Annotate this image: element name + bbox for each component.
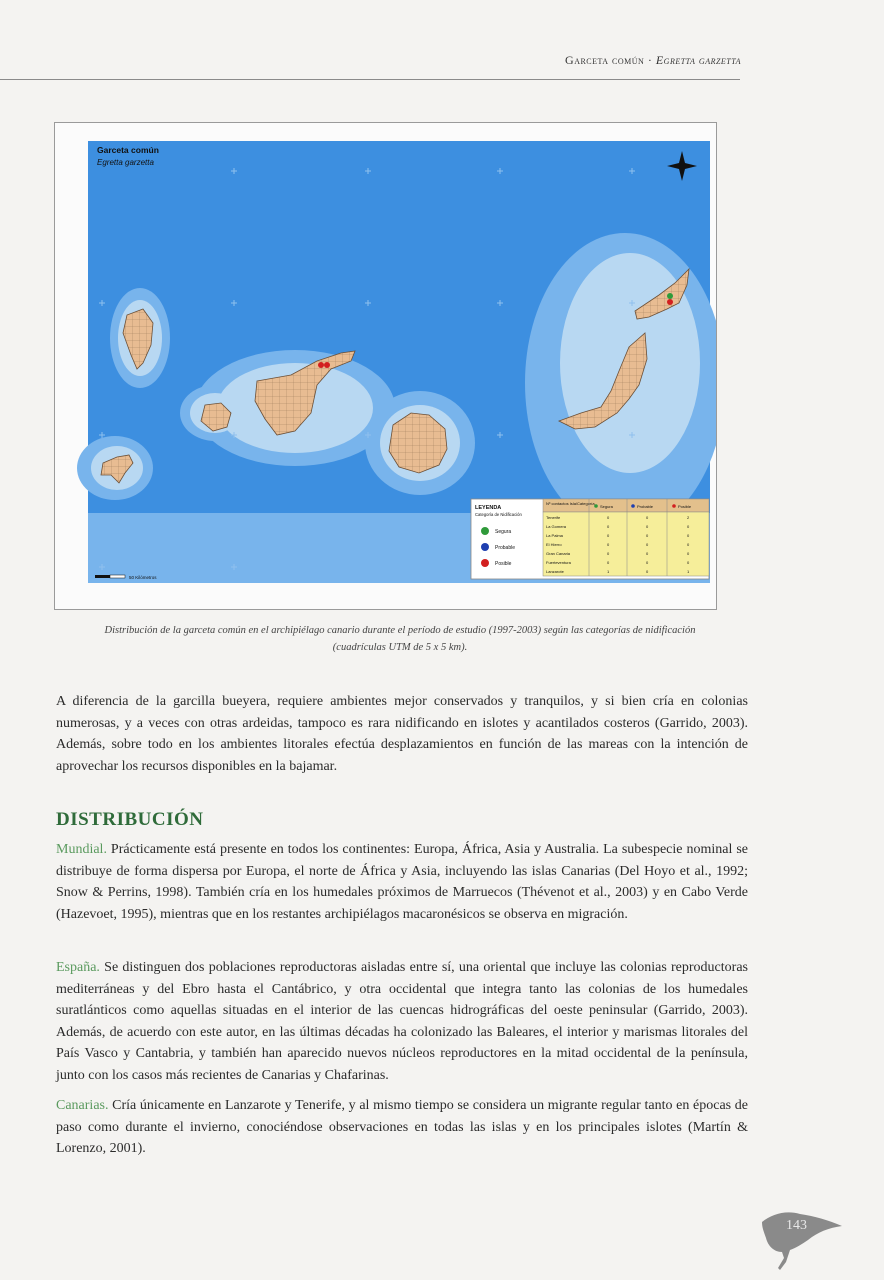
legend-probable-swatch	[481, 543, 489, 551]
record-tenerife-posible-2	[324, 362, 330, 368]
table-cell: 0	[687, 551, 690, 556]
table-row-isla: La Gomera	[546, 524, 567, 529]
table-row-isla: El Hierro	[546, 542, 562, 547]
map-svg	[55, 123, 716, 609]
legend-segura-label: Segura	[495, 529, 512, 535]
running-title-separator: ·	[644, 53, 656, 67]
legend-probable-label: Probable	[495, 545, 516, 551]
table-row-isla: Lanzarote	[546, 569, 564, 574]
table-cell: 0	[687, 542, 690, 547]
table-row-isla: Tenerife	[546, 515, 561, 520]
bird-silhouette-icon	[756, 1200, 846, 1272]
section-heading-distribucion: DISTRIBUCIÓN	[56, 809, 204, 830]
table-row-isla: La Palma	[546, 533, 563, 538]
running-header	[0, 0, 884, 80]
distribution-map	[54, 122, 717, 610]
map-subtitle: Egretta garzetta	[97, 158, 154, 167]
table-cell: 0	[607, 515, 610, 520]
header-rule	[0, 79, 740, 80]
table-cell: 0	[646, 542, 649, 547]
record-lanzarote-segura	[667, 293, 673, 299]
table-col-posible: Posible	[678, 504, 692, 509]
table-cell: 0	[646, 569, 649, 574]
table-row-isla: Fuerteventura	[546, 560, 571, 565]
table-col-segura: Segura	[600, 504, 613, 509]
legend-segura-swatch	[481, 527, 489, 535]
running-title-common: Garceta común	[565, 53, 645, 67]
table-cell: 0	[607, 551, 610, 556]
paragraph-canarias	[56, 1095, 748, 1160]
table-cell: 2	[687, 515, 690, 520]
table-cell: 0	[687, 533, 690, 538]
text-mundial: Prácticamente está presente en todos los continentes: Europa, África, Asia y Australia. La subespecie nominal se distribuye de forma dispersa por Europa, el norte de África y Asia, incluyendo las islas Canarias (Del Hoyo et al., 1992; Snow & Perrins, 1998). También cría en los humedales próximos de Marruecos (Thévenot et al., 2003) y en Cabo Verde (Hazevoet, 1995), mientras que en los restantes archipiélagos macaronésicos se observa en migración.	[56, 842, 748, 922]
legend-title: LEYENDA	[475, 505, 502, 511]
lead-espana: España.	[56, 960, 100, 975]
table-col-probable: Probable	[637, 504, 654, 509]
table-cell: 0	[646, 560, 649, 565]
table-row-isla: Gran Canaria	[546, 551, 571, 556]
legend-subtitle: Categoría de Nidificación	[475, 512, 522, 517]
paragraph-mundial	[56, 839, 748, 925]
legend-posible-label: Posible	[495, 561, 512, 567]
lead-mundial: Mundial.	[56, 842, 107, 857]
table-cell: 0	[687, 560, 690, 565]
table-cell: 0	[607, 560, 610, 565]
count-table	[543, 499, 709, 576]
paragraph-espana	[56, 957, 748, 1086]
record-lanzarote-posible	[667, 299, 673, 305]
map-title: Garceta común	[97, 145, 159, 155]
page-number: 143	[786, 1218, 807, 1233]
table-cell: 0	[646, 515, 649, 520]
table-cell: 0	[607, 542, 610, 547]
table-cell: 0	[646, 551, 649, 556]
table-corner: Nº contactos Isla/Categoría	[546, 501, 595, 506]
running-title	[565, 53, 741, 68]
table-cell: 1	[687, 569, 690, 574]
table-cell: 0	[646, 533, 649, 538]
record-tenerife-posible-1	[318, 362, 324, 368]
lead-canarias: Canarias.	[56, 1098, 109, 1113]
map-caption: Distribución de la garceta común en el archipiélago canario durante el período de estudio (1997-2003) según las categorías de nidificación (cuadrículas UTM de 5 x 5 km).	[104, 625, 696, 653]
scale-label: 50 Kilómetros	[129, 575, 157, 580]
legend-posible-swatch	[481, 559, 489, 567]
table-cell: 0	[687, 524, 690, 529]
text-canarias: Cría únicamente en Lanzarote y Tenerife, y al mismo tiempo se considera un migrante regular tanto en épocas de paso como durante el invierno, conociéndose observaciones en todas las islas y en los principales islotes (Martín & Lorenzo, 2001).	[56, 1098, 748, 1156]
table-cell: 1	[607, 569, 610, 574]
text-espana: Se distinguen dos poblaciones reproductoras aisladas entre sí, una oriental que incluye las colonias reproductoras mediterráneas y del Ebro hasta el Cantábrico, y otra occidental que integra tanto las colonias de los humedales suratlánticos como aquellas situadas en el interior de las cuencas hidrográficas del oeste peninsular (Garrido, 2003). Además, de acuerdo con este autor, en las últimas décadas ha colonizado las Baleares, el interior y marismas litorales del País Vasco y Cantabria, y también han aparecido nuevos núcleos reproductores en la mitad occidental de la península, junto con los casos más recientes de Canarias y Chafarinas.	[56, 960, 748, 1083]
table-cell: 0	[607, 524, 610, 529]
running-title-scientific: Egretta garzetta	[655, 53, 741, 67]
table-cell: 0	[607, 533, 610, 538]
table-cell: 0	[646, 524, 649, 529]
intro-paragraph: A diferencia de la garcilla bueyera, requiere ambientes mejor conservados y tranquilos, y si bien cría en colonias numerosas, y a veces con otras ardeidas, tampoco es rara nidificando en islotes y acantilados costeros (Garrido, 2003). Además, sobre todo en los ambientes litorales efectúa desplazamientos en función de las mareas con la intención de aprovechar los recursos disponibles en la bajamar.	[56, 694, 748, 774]
